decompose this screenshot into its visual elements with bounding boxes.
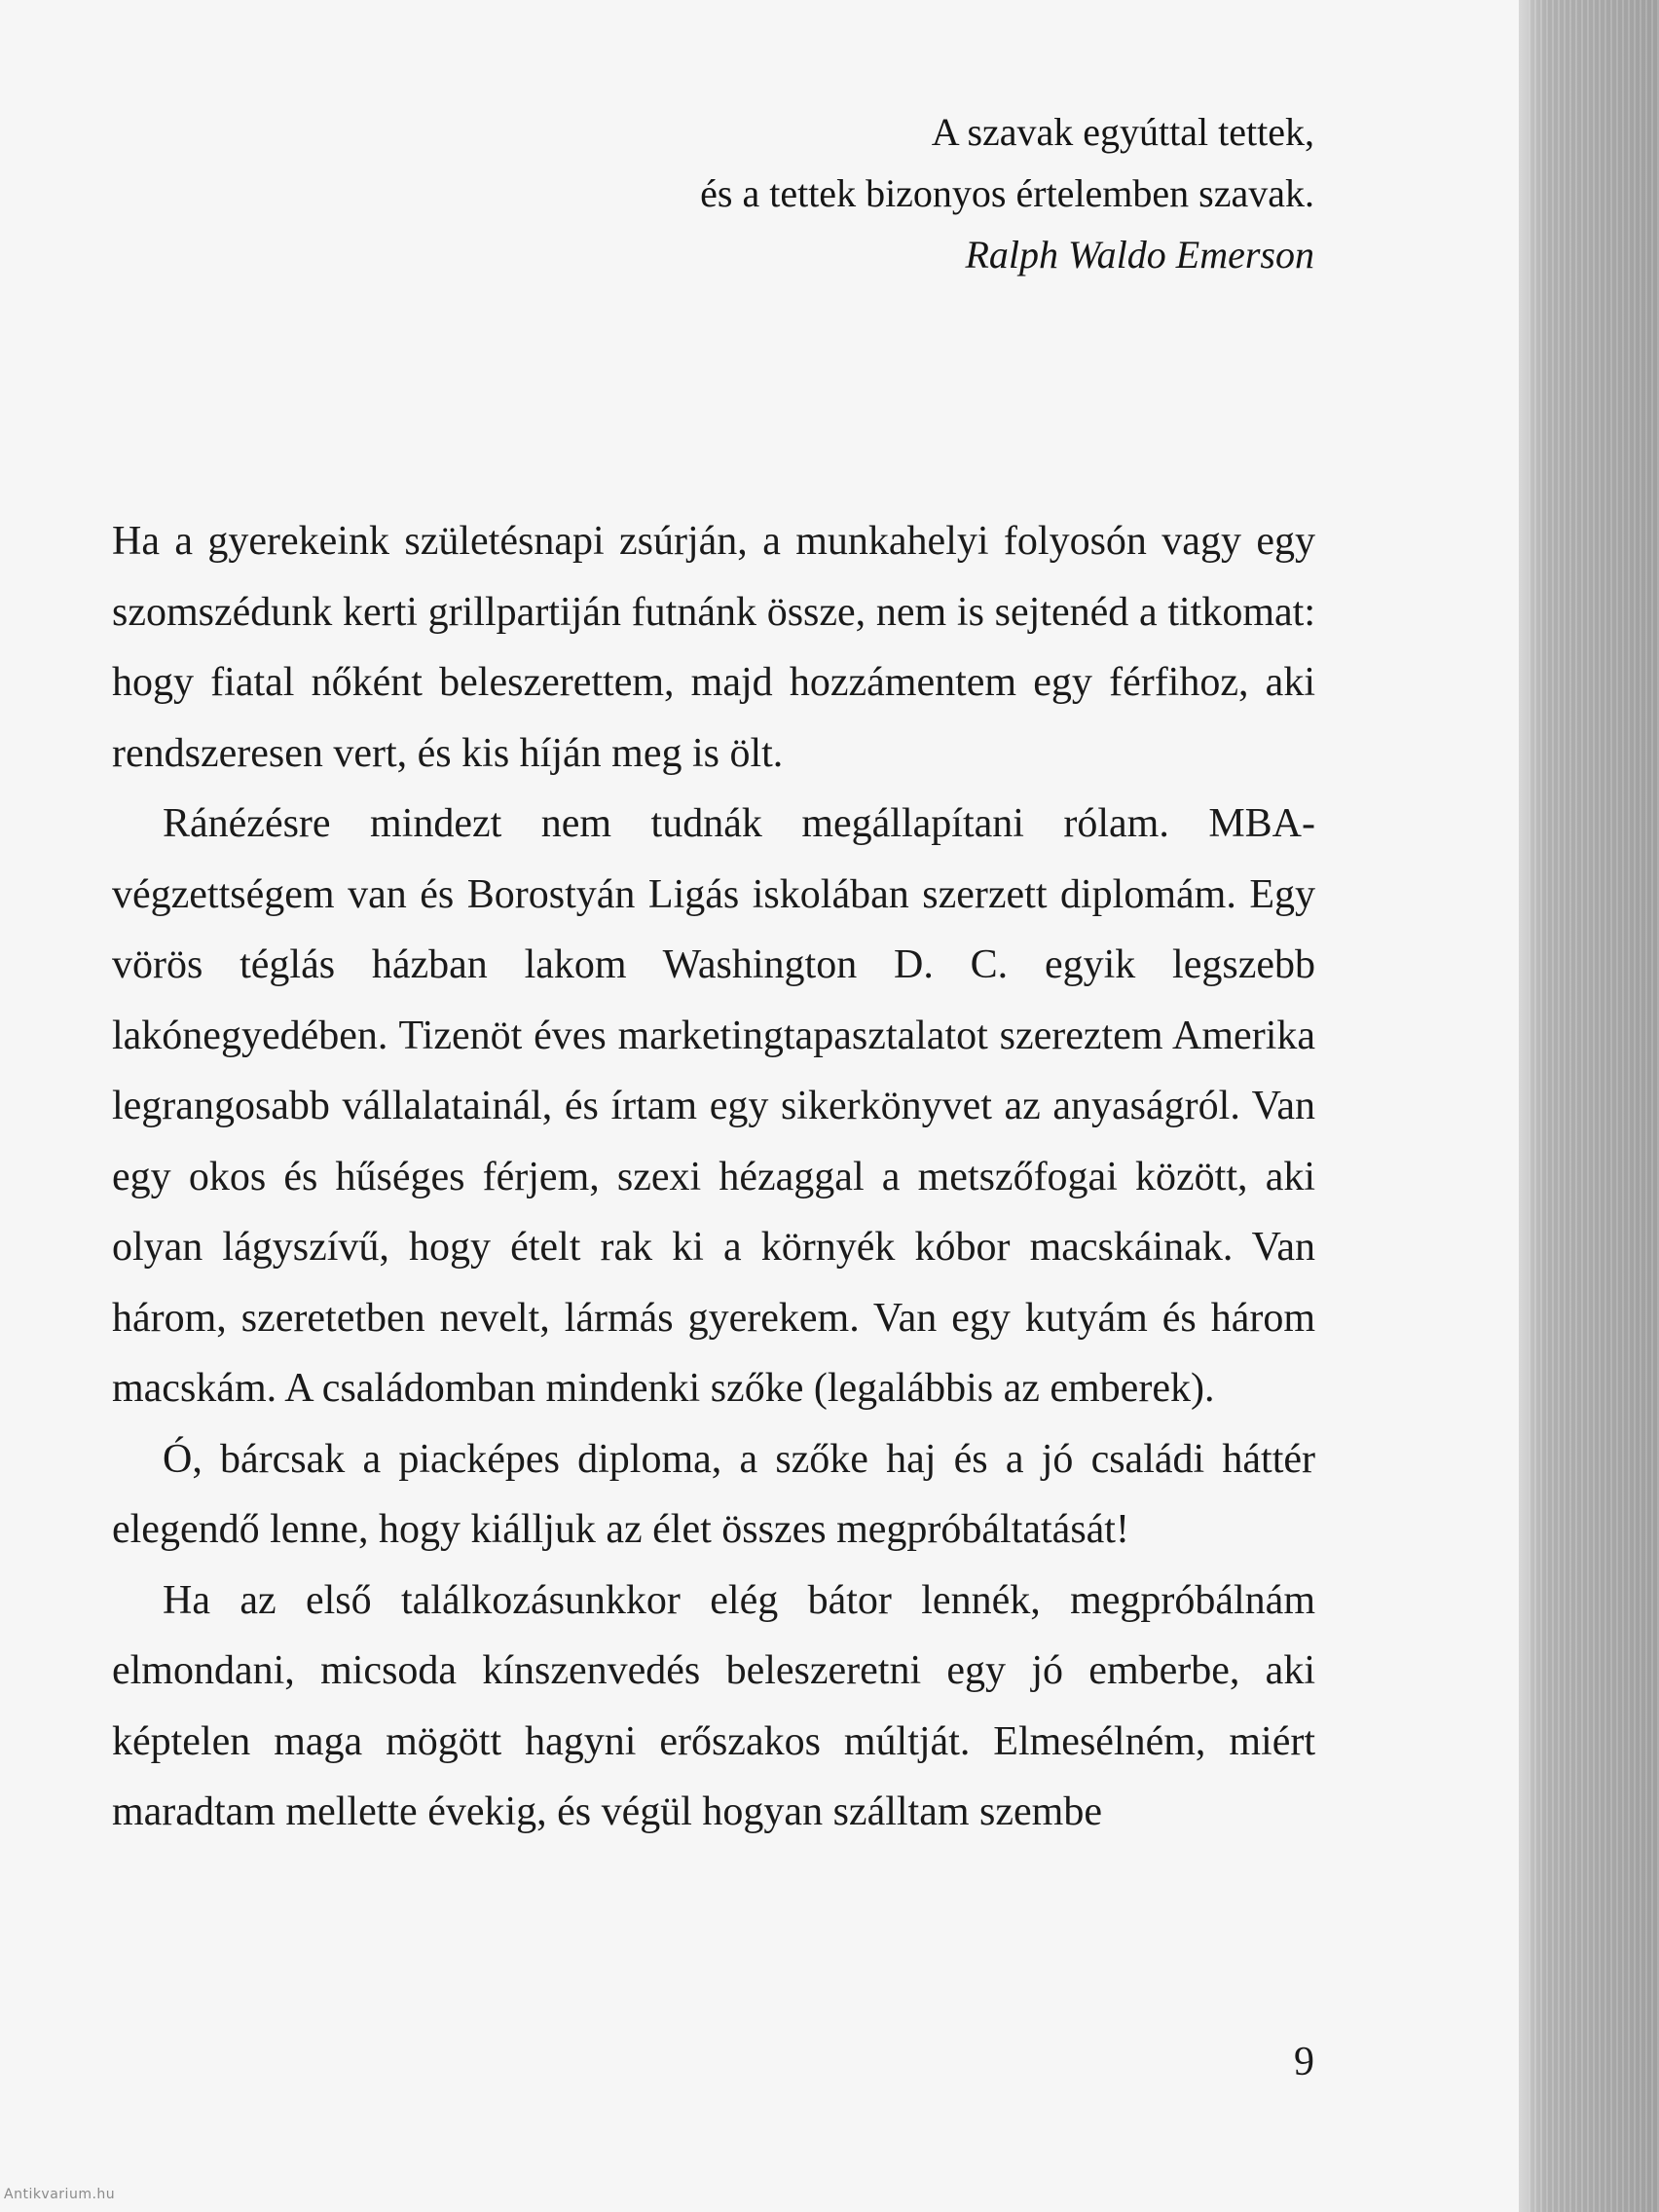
page-number: 9 — [1294, 2040, 1314, 2084]
epigraph-line-2: és a tettek bizonyos értelemben szavak. — [700, 171, 1314, 215]
paragraph-4: Ha az első találkozásunkkor elég bátor lennék, megpróbálnám elmondani, micsoda kínszenvedés beleszeretni egy jó emberbe, aki képtelen maga mögött hagyni erőszakos múltját. Elmesélném, miért maradtam mellette évekig, és végül hogyan szálltam szembe — [112, 1577, 1315, 1834]
page-edge-stack — [1519, 0, 1659, 2212]
watermark: Antikvarium.hu — [4, 2187, 116, 2202]
epigraph-author: Ralph Waldo Emerson — [965, 233, 1314, 276]
paragraph-1: Ha a gyerekeink születésnapi zsúrján, a munkahelyi folyosón vagy egy szomszédunk kerti grillpartiján futnánk össze, nem is sejtenéd a titkomat: hogy fiatal nőként beleszerettem, majd hozzámentem egy férfihoz, aki rendszeresen vert, és kis híján meg is ölt. — [112, 519, 1315, 776]
paragraph-3: Ó, bárcsak a piacképes diploma, a szőke haj és a jó családi háttér elegendő lenne, hogy kiálljuk az élet összes megpróbáltatását! — [112, 1436, 1315, 1552]
epigraph-line-1: A szavak egyúttal tettek, — [931, 110, 1314, 154]
body-text — [112, 506, 1315, 1848]
paragraph-2: Ránézésre mindezt nem tudnák megállapítani rólam. MBA-végzettségem van és Borostyán Ligás iskolában szerzett diplomám. Egy vörös téglás házban lakom Washington D. C. egyik legszebb lakónegyedében. Tizenöt éves marketingtapasztalatot szereztem Amerika legrangosabb vállalatainál, és írtam egy sikerkönyvet az anyaságról. Van egy okos és hűséges férjem, szexi hézaggal a metszőfogai között, aki olyan lágyszívű, hogy ételt rak ki a környék kóbor macskáinak. Van három, szeretetben nevelt, lármás gyerekem. Van egy kutyám és három macskám. A családomban mindenki szőke (legalábbis az emberek). — [112, 801, 1315, 1411]
epigraph — [487, 101, 1314, 285]
